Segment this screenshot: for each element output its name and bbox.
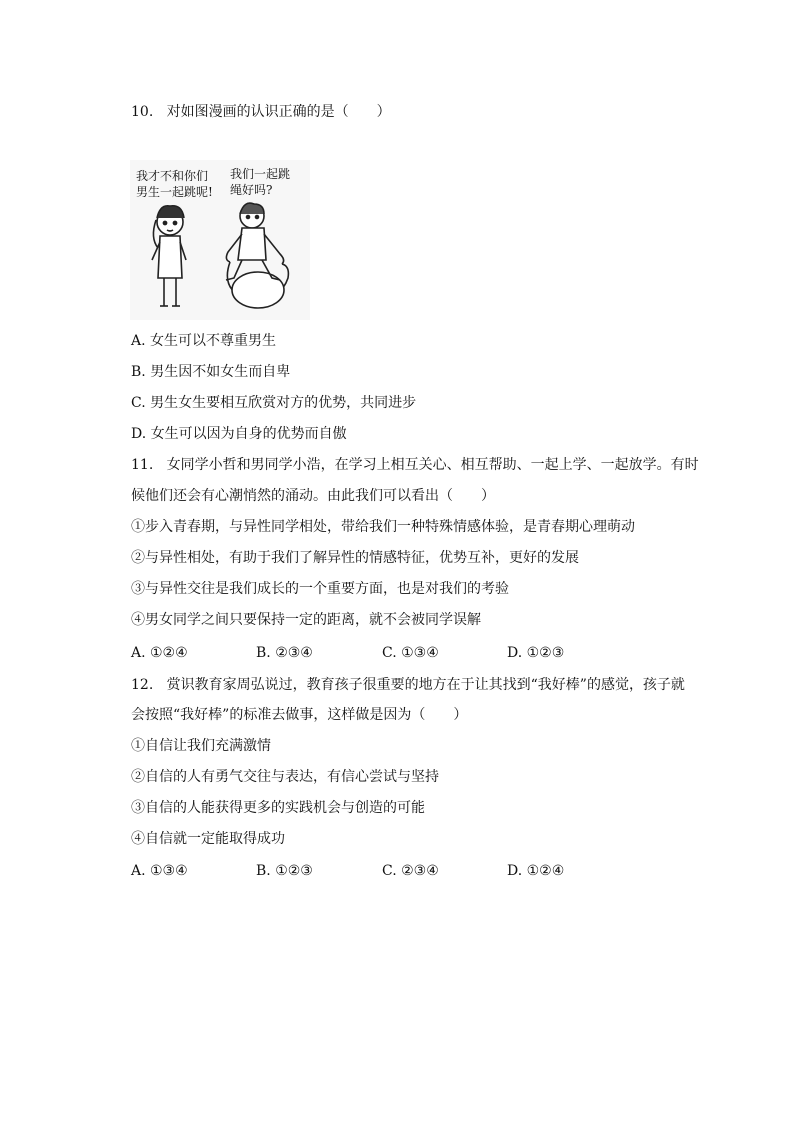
q10-option-d: D. 女生可以因为自身的优势而自傲 [131, 426, 347, 442]
q10-stem: 对如图漫画的认识正确的是（ ） [166, 104, 391, 120]
q12-statement-1: ①自信让我们充满激情 [131, 738, 271, 754]
q11-choice-b: B. ②③④ [256, 645, 313, 661]
q11-statement-3: ③与异性交往是我们成长的一个重要方面，也是对我们的考验 [131, 581, 509, 597]
q12-stem-text1: 赏识教育家周弘说过，教育孩子很重要的地方在于让其找到“我好棒”的感觉，孩子就 [166, 677, 685, 693]
q12-choice-a: A. ①③④ [131, 863, 188, 879]
q11-stem-line1 [131, 455, 699, 475]
q12-choice-b: B. ①②③ [256, 863, 313, 879]
comic-girl-text-line1: 我才不和你们 [136, 169, 209, 183]
q12-statement-2: ②自信的人有勇气交往与表达，有信心尝试与坚持 [131, 769, 439, 785]
q10-stem-line [131, 102, 391, 122]
q12-stem-line2: 会按照“我好棒”的标准去做事，这样做是因为（ ） [131, 707, 468, 723]
q10-number: 10. [131, 104, 154, 120]
q12-stem-line1 [131, 675, 685, 695]
comic-girl-text-line2: 男生一起跳呢! [136, 185, 213, 199]
q11-statement-2: ②与异性相处，有助于我们了解异性的情感特征，优势互补，更好的发展 [131, 550, 579, 566]
q11-choice-c: C. ①③④ [382, 645, 439, 661]
q12-choice-c: C. ②③④ [382, 863, 439, 879]
q12-number: 12. [131, 677, 154, 693]
q10-option-a: A. 女生可以不尊重男生 [131, 333, 277, 349]
q11-choice-d: D. ①②③ [507, 645, 565, 661]
q11-number: 11. [131, 457, 154, 473]
q11-stem-text1: 女同学小哲和男同学小浩，在学习上相互关心、相互帮助、一起上学、一起放学。有时 [166, 457, 699, 473]
q10-option-c: C. 男生女生要相互欣赏对方的优势，共同进步 [131, 395, 417, 411]
comic-boy-text-line2: 绳好吗? [230, 183, 273, 197]
q10-option-b: B. 男生因不如女生而自卑 [131, 364, 291, 380]
comic-illustration [130, 160, 310, 320]
comic-boy-text-line1: 我们一起跳 [230, 167, 291, 181]
q12-choice-d: D. ①②④ [507, 863, 565, 879]
q12-statement-3: ③自信的人能获得更多的实践机会与创造的可能 [131, 800, 425, 816]
q11-statement-4: ④男女同学之间只要保持一定的距离，就不会被同学误解 [131, 612, 481, 628]
q11-statement-1: ①步入青春期，与异性同学相处，带给我们一种特殊情感体验，是青春期心理萌动 [131, 519, 635, 535]
q12-statement-4: ④自信就一定能取得成功 [131, 831, 285, 847]
q11-choice-a: A. ①②④ [131, 645, 188, 661]
q11-stem-line2: 候他们还会有心潮悄然的涌动。由此我们可以看出（ ） [131, 488, 495, 504]
